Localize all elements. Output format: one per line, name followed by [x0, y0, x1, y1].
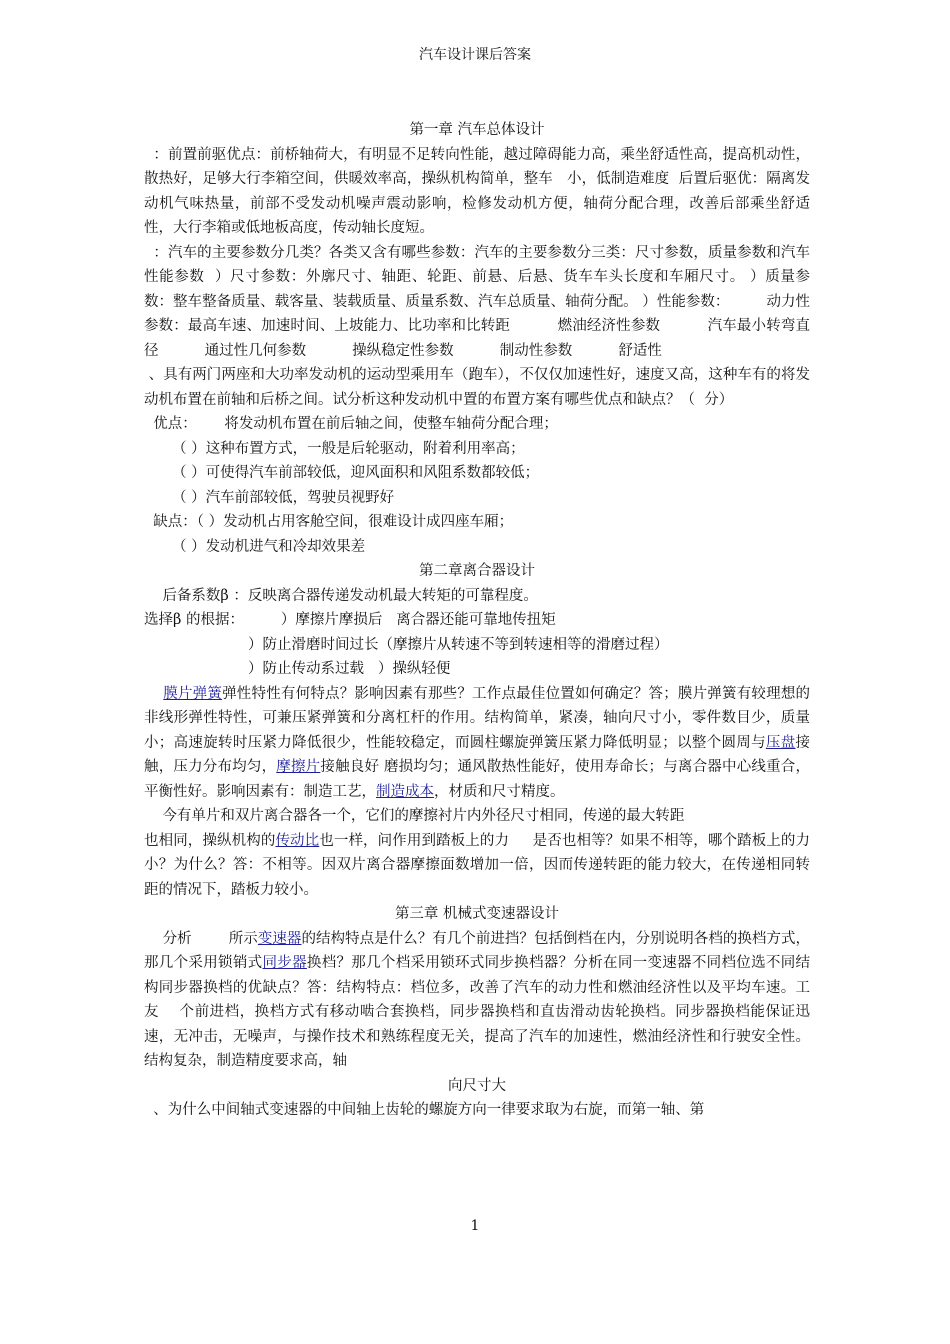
paragraph: [144, 633, 810, 658]
text-run: 分析 所示: [144, 930, 258, 947]
paragraph: [144, 608, 810, 633]
paragraph: [144, 241, 810, 364]
chapter-heading: 第三章 机械式变速器设计: [394, 906, 560, 922]
text-run: 优点： 将发动机布置在前后轴之间，使整车轴荷分配合理；: [144, 416, 558, 432]
chapter-heading: 第一章 汽车总体设计: [409, 122, 545, 138]
text-run: 也一样，问作用到踏板上的力 是否也相等？如果不相等，哪个踏板上的力小？为什么？答：不相等。因双片离合器摩擦面数增加一倍，因而传递转距的能力较大，在传递相同转距的情况下，踏板力较小。: [144, 832, 811, 898]
text-run: 今有单片和双片离合器各一个，它们的摩擦衬片内外径尺寸相同，传递的最大转距: [144, 808, 685, 824]
paragraph: [144, 486, 810, 511]
text-run: ，材质和尺寸精度。: [434, 783, 565, 800]
hyperlink-term: 同步器: [262, 955, 307, 971]
text-run: 、为什么中间轴式变速器的中间轴上齿轮的螺旋方向一律要求取为右旋，而第一轴、第: [144, 1102, 705, 1118]
paragraph: [144, 584, 810, 609]
text-run: （ ）这种布置方式，一般是后轮驱动，附着利用率高；: [172, 440, 525, 457]
text-run: ）防止滑磨时间过长（摩擦片从转速不等到转速相等的滑磨过程）: [248, 636, 669, 653]
paragraph: [144, 1098, 810, 1123]
text-run: [144, 686, 163, 702]
text-run: 选择β 的根据： ）摩擦片摩损后 离合器还能可靠地传扭矩: [144, 612, 556, 628]
page-number: 1: [470, 1218, 480, 1234]
text-run: ）防止传动系过载 ）操纵轻便: [248, 661, 451, 677]
text-run: ：前置前驱优点：前桥轴荷大，有明显不足转向性能，越过障碍能力高，乘坐舒适性高，提高机动性，散热好，足够大行李箱空间，供暖效率高，操纵机构简单，整车 小，低制造难度 后置后驱优：隔离发动机气味热量，前部不受发动机噪声震动影响，检修发动机方便，轴荷分配合理，改善后部乘坐舒适性，大行李箱或低地板高度，传动轴长度短。: [144, 146, 810, 236]
text-run: （ ）发动机进气和冷却效果差: [172, 538, 366, 555]
paragraph: [144, 412, 810, 437]
text-run: 后备系数β ：反映离合器传递发动机最大转矩的可靠程度。: [144, 587, 538, 604]
text-run: 接触，压力分布均匀，: [144, 734, 811, 775]
hyperlink-term: 传动比: [275, 832, 320, 849]
paragraph: [144, 437, 810, 462]
text-run: 接触良好 磨损均匀；通风散热性能好，使用寿命长；与离合器中心线重合，平衡性好。影响因素有：制造工艺，: [144, 759, 811, 800]
text-run: （ ）汽车前部较低，驾驶员视野好: [172, 489, 395, 506]
text-run: 也相同，操纵机构的: [144, 832, 276, 849]
paragraph: [144, 143, 810, 241]
text-run: （ ）可使得汽车前部较低，迎风面积和风阻系数都较低；: [172, 465, 540, 481]
document-body: [144, 118, 810, 1123]
text-run: 的结构特点是什么？有几个前进挡？包括倒档在内，分别说明各档的换档方式，那几个采用锁销式: [144, 930, 811, 971]
hyperlink-term: 摩擦片: [276, 759, 321, 775]
hyperlink-term: 压盘: [765, 734, 796, 751]
hyperlink-term: 制造成本: [376, 783, 434, 800]
paragraph: [144, 461, 810, 486]
hyperlink-term: 膜片弹簧: [163, 685, 223, 702]
paragraph: [144, 829, 810, 903]
paragraph: [144, 510, 810, 535]
text-run: 换档？那几个档采用锁环式同步换档器？分析在同一变速器不同档位选不同结构同步器换档的优缺点？答：结构特点：档位多，改善了汽车的动力性和燃油经济性以及平均车速。工友 个前进档，换档方式有移动啮合套换档，同步器换档和直齿滑动齿轮换档。同步器换档能保证迅速，无冲击，无噪声，与操作技术和熟练程度无关，提高了汽车的加速性，燃油经济性和行驶安全性。结构复杂，制造精度要求高，轴: [144, 955, 811, 1069]
paragraph: [144, 657, 810, 682]
text-run: 弹性特性有何特点？影响因素有那些？工作点最佳位置如何确定？答；膜片弹簧有较理想的非线形弹性特性，可兼压紧弹簧和分离杠杆的作用。结构简单，紧凑，轴向尺寸小，零件数目少，质量小；高速旋转时压紧力降低很少，性能较稳定，而圆柱螺旋弹簧压紧力降低明显；以整个圆周与: [144, 685, 811, 751]
paragraph: [144, 682, 810, 805]
paragraph: [144, 804, 810, 829]
paragraph: [144, 927, 810, 1074]
text-run: 、具有两门两座和大功率发动机的运动型乘用车（跑车），不仅仅加速性好，速度又高，这种车有的将发动机布置在前轴和后桥之间。试分析这种发动机中置的布置方案有哪些优点和缺点？（ 分）: [144, 367, 811, 408]
chapter-heading: 向尺寸大: [448, 1077, 506, 1094]
paragraph: [144, 535, 810, 560]
text-run: ：汽车的主要参数分几类？各类又含有哪些参数：汽车的主要参数分三类：尺寸参数，质量参数和汽车性能参数 ）尺寸参数：外廓尺寸、轴距、轮距、前悬、后悬、货车车头长度和车厢尺寸。 ）质量参数：整车整备质量、载客量、装载质量、质量系数、汽车总质量、轴荷分配。 ）性能参数： 动力性参数：最高车速、加速时间、上坡能力、比功率和比转距 燃油经济性参数 汽车最小转弯直径 通过性几何参数 操纵稳定性参数 制动性参数 舒适性: [144, 244, 810, 359]
hyperlink-term: 变速器: [257, 930, 302, 947]
text-run: 缺点：（ ）发动机占用客舱空间，很难设计成四座车厢；: [144, 514, 514, 530]
paragraph: [144, 363, 810, 412]
page-header: 汽车设计课后答案: [419, 47, 531, 63]
chapter-heading: 第二章离合器设计: [419, 563, 535, 579]
